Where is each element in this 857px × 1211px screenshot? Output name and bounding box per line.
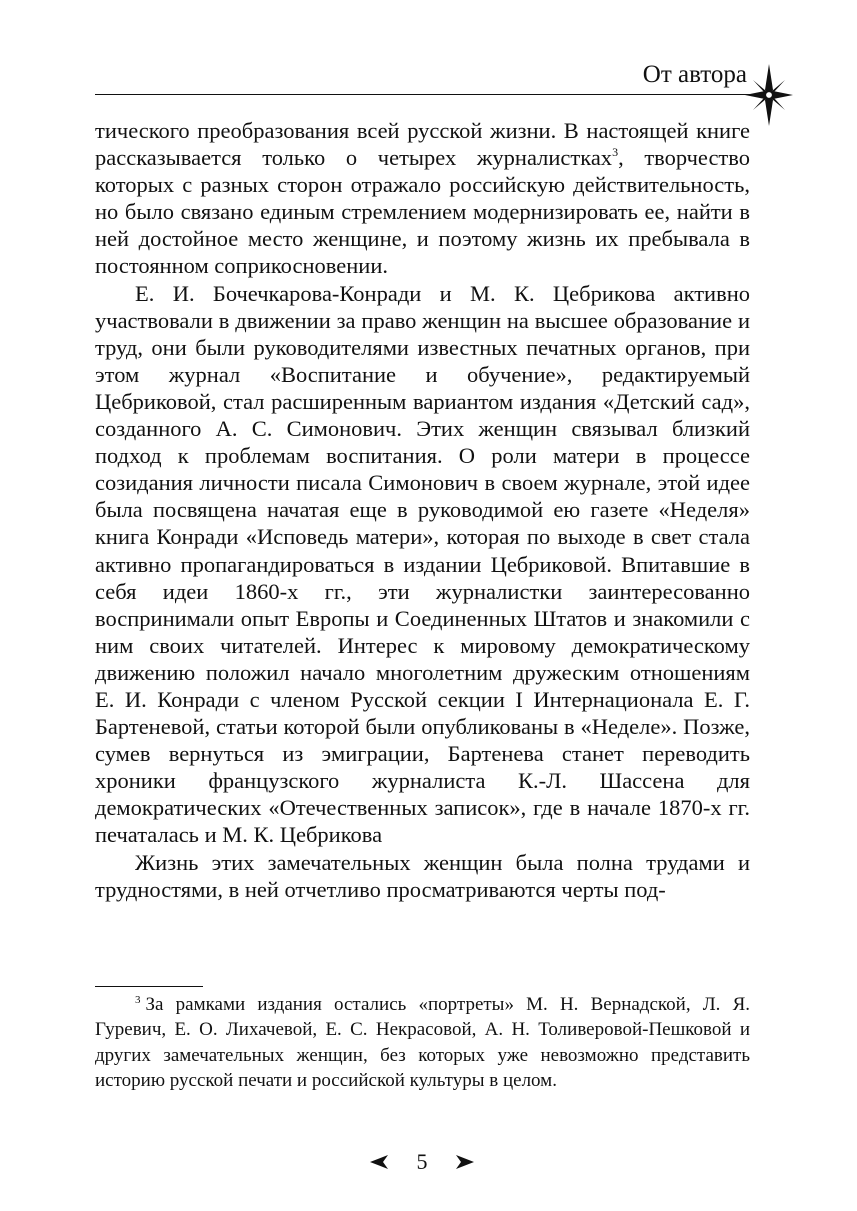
header-rule [95, 94, 750, 95]
paragraph [95, 117, 750, 280]
footnote-reference[interactable]: 3 [612, 145, 619, 160]
footnote [95, 992, 750, 1094]
paragraph: Жизнь этих замечательных женщин была полна трудами и трудностями, в ней отчетливо просматриваются черты под- [95, 849, 750, 902]
footnotes [95, 992, 750, 1094]
footnote-number: 3 [135, 994, 141, 1006]
main-text [95, 117, 750, 903]
paragraph: Е. И. Бочечкарова-Конради и М. К. Цебрикова активно участвовали в движении за право женщин на высшее образование и труд, они были руководителями известных печатных органов, при этом журнал «Воспитание и обучение», редактируемый Цебриковой, стал расширенным вариантом издания «Детский сад», созданного А. С. Симонович. Этих женщин связывал близкий подход к проблемам воспитания. О роли матери в процессе созидания личности писала Симонович в своем журнале, этой идее была посвящена начатая еще в руководимой ею газете «Неделя» книга Конради «Исповедь матери», которая по выходе в свет стала активно пропагандироваться в издании Цебриковой. Впитавшие в себя идеи 1860-х гг., эти журналистки заинтересованно воспринимали опыт Европы и Соединенных Штатов и знакомили с ним своих читателей. Интерес к мировому демократическому движению положил начало многолетним дружеским отношениям Е. И. Конради с членом Русской секции I Интернационала Е. Г. Бартеневой, статьи которой были опубликованы в «Неделе». Позже, сумев вернуться из эмиграции, Бартенева станет переводить хроники французского журналиста К.-Л. Шассена для демократических «Отечественных записок», где в начале 1870-х гг. печаталась и М. К. Цебрикова [95, 280, 750, 848]
paragraph-text: , творчество которых с разных сторон отражало российскую действительность, но было связано единым стремлением модернизировать ее, найти в ней достойное место женщине, и поэтому жизнь их пребывала в постоянном соприкосновении. [95, 145, 750, 279]
footnote-text: За рамками издания остались «портреты» М. Н. Вернадской, Л. Я. Гуревич, Е. О. Лихачевой, Е. С. Некрасовой, А. Н. Толиверовой-Пешковой и других замечательных женщин, без которых уже невозможно представить историю русской печати и российской культуры в целом. [95, 994, 750, 1092]
footnote-separator [95, 986, 203, 987]
page-number: 5 [416, 1149, 428, 1174]
paragraph-text: тического преобразования всей русской жизни. В настоящей книге рассказывается только о четырех журналистках [95, 118, 750, 171]
triangle-left-icon[interactable] [370, 1155, 388, 1169]
page-navigation [370, 1147, 474, 1177]
compass-star-icon [745, 64, 793, 126]
triangle-right-icon[interactable] [456, 1155, 474, 1169]
running-title: От автора [642, 61, 747, 88]
